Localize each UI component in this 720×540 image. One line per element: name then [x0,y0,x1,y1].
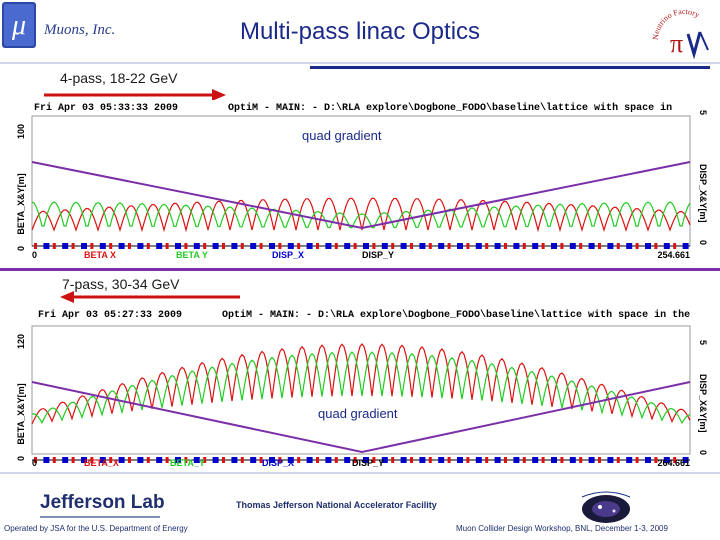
plot-1-date: Fri Apr 03 05:33:33 2009 [34,103,179,114]
lattice-element [325,243,331,249]
lattice-element [579,457,582,463]
lattice-element [119,457,125,463]
lattice-element [391,457,394,463]
lattice-element [645,457,651,463]
lattice-element [419,457,425,463]
lattice-element [72,243,75,249]
lattice-element [166,243,169,249]
lattice-element [156,243,162,249]
lattice-element [589,457,595,463]
lattice-element [81,243,87,249]
plot-2-x-start: 0 [32,458,38,468]
page-title: Multi-pass linac Optics [239,18,481,45]
lattice-element [523,243,526,249]
logo-letter: μ [11,10,27,41]
lattice-element [476,243,482,249]
lattice-element [297,243,300,249]
lattice-element [551,243,557,249]
lattice-element [344,457,350,463]
lattice-element [485,243,488,249]
facility-name: Thomas Jefferson National Accelerator Facility [236,500,437,510]
lattice-element [53,457,56,463]
plot-2-y-label: BETA_X&Y[m] [16,383,26,445]
lattice-element [34,243,37,249]
lattice-element [410,243,413,249]
lattice-element [560,243,563,249]
plot-1-x-end: 254.661 [657,250,690,260]
plot-2-y-bottom: 0 [16,456,26,462]
section-1-top-rule [310,66,710,69]
lattice-element [438,243,444,249]
plot-7-pass [10,304,712,474]
lattice-element [175,243,181,249]
lattice-element [457,457,463,463]
lattice-element [683,243,689,249]
svg-text:π: π [670,29,684,58]
plot-1-y2-label: DISP_X&Y[m] [698,164,708,223]
lattice-element [53,243,56,249]
lattice-element [297,457,300,463]
plot-2-y2-label: DISP_X&Y[m] [698,374,708,433]
lattice-element [250,243,256,249]
lattice-element [128,243,131,249]
lattice-element [241,457,244,463]
lattice-element [278,243,281,249]
plot-2-legend-disp-x: DISP_X [262,458,295,468]
lattice-element [636,243,639,249]
lattice-element [495,243,501,249]
footer-divider [0,472,720,474]
lattice-element [607,243,613,249]
lattice-element [307,457,313,463]
lattice-element [372,243,375,249]
lattice-element [213,243,219,249]
plot-1-y-bottom: 0 [16,246,26,252]
lattice-element [579,243,582,249]
lattice-element [438,457,444,463]
lattice-element [457,243,463,249]
lattice-element [401,457,407,463]
lattice-element [448,457,451,463]
lattice-element [43,457,49,463]
lattice-element [645,243,651,249]
lattice-element [166,457,169,463]
plot-2-y-top: 120 [16,334,26,350]
lattice-element [269,243,275,249]
lattice-element [523,457,526,463]
lattice-element [626,243,632,249]
jefferson-lab-logo: Jefferson Lab [40,492,165,513]
lattice-element [391,243,394,249]
lattice-element [325,457,331,463]
lattice-element [513,243,519,249]
lattice-element [664,243,670,249]
lattice-element [617,457,620,463]
lattice-element [147,457,150,463]
lattice-element [222,457,225,463]
plot-1-y-label: BETA_X&Y[m] [16,173,26,235]
lattice-element [137,243,143,249]
plot-2-legend-beta-y: BETA_Y [170,458,205,468]
lattice-element [589,243,595,249]
lattice-element [194,243,200,249]
plot-1-legend-beta-x: BETA X [84,250,117,260]
lattice-element [137,457,143,463]
section-2-top-rule [0,268,720,271]
lattice-element [62,243,68,249]
lattice-element [570,457,576,463]
plot-2-x-end: 264.661 [657,458,690,468]
lattice-element [495,457,501,463]
lattice-element [617,243,620,249]
jefferson-lab-underline [40,516,160,518]
lattice-element [128,457,131,463]
operated-by-text: Operated by JSA for the U.S. Department of Energy [4,524,188,533]
workshop-text: Muon Collider Design Workshop, BNL, December 1-3, 2009 [456,524,668,533]
lattice-element [213,457,219,463]
header-divider [0,62,720,64]
lattice-element [222,243,225,249]
lattice-element [62,457,68,463]
lattice-element [401,243,407,249]
plot-2-title: OptiM - MAIN: - D:\RLA explore\Dogbone_FODO\baseline\lattice with space in the [222,310,691,321]
lattice-element [513,457,519,463]
plot-1-legend-disp-x: DISP_X [272,250,305,260]
muon-collider-badge-icon [574,487,638,525]
lattice-element [654,243,657,249]
plot-2-y2-bottom: 0 [698,450,708,456]
lattice-element [532,457,538,463]
section-2-arrow [60,290,242,304]
lattice-element [410,457,413,463]
lattice-element [532,243,538,249]
lattice-element [598,243,601,249]
lattice-element [466,243,469,249]
lattice-element [673,243,676,249]
lattice-element [504,243,507,249]
section-1-annotation: quad gradient [302,128,382,143]
plot-4-pass [10,100,712,268]
section-2-label: 7-pass, 30-34 GeV [62,276,180,292]
lattice-element [636,457,639,463]
plot-2-legend-beta-x: BETA_X [84,458,119,468]
lattice-element [241,243,244,249]
lattice-element [542,243,545,249]
lattice-element [542,457,545,463]
lattice-element [476,457,482,463]
lattice-element [316,457,319,463]
lattice-element [607,457,613,463]
plot-1-legend-disp-y: DISP_Y [362,250,395,260]
lattice-element [598,457,601,463]
plot-1-x-start: 0 [32,250,38,260]
lattice-element [466,457,469,463]
lattice-element [560,457,563,463]
lattice-element [260,243,263,249]
lattice-element [504,457,507,463]
neutrino-factory-logo [648,4,720,68]
lattice-element [250,457,256,463]
org-name: Muons, Inc. [44,22,116,38]
lattice-element [184,243,187,249]
plot-1-title: OptiM - MAIN: - D:\RLA explore\Dogbone_FODO\baseline\lattice with space in [228,103,673,114]
lattice-element [109,243,112,249]
lattice-element [156,457,162,463]
nf-logo-text: Neutrino Factory [650,6,701,41]
lattice-element [335,243,338,249]
plot-1-y-top: 100 [16,124,26,140]
plot-2-y2-top: 5 [698,340,708,346]
lattice-element [626,457,632,463]
lattice-element [119,243,125,249]
lattice-element [448,243,451,249]
lattice-element [344,243,350,249]
plot-1-y2-bottom: 0 [698,240,708,246]
lattice-element [429,243,432,249]
lattice-element [382,243,388,249]
lattice-element [43,243,49,249]
lattice-element [363,243,369,249]
lattice-element [100,243,106,249]
lattice-element [231,457,237,463]
lattice-element [419,243,425,249]
lattice-element [570,243,576,249]
plot-2-legend-disp-y: DISP_Y [352,458,385,468]
plot-1-y2-top: 5 [698,110,708,116]
lattice-element [147,243,150,249]
section-1-label: 4-pass, 18-22 GeV [60,70,178,86]
plot-2-date: Fri Apr 03 05:27:33 2009 [38,310,183,321]
lattice-element [429,457,432,463]
plot-1-legend-beta-y: BETA Y [176,250,208,260]
section-2-annotation: quad gradient [318,406,398,421]
lattice-element [231,243,237,249]
lattice-element [307,243,313,249]
lattice-element [335,457,338,463]
lattice-element [203,243,206,249]
lattice-element [90,243,93,249]
lattice-element [316,243,319,249]
lattice-element [288,243,294,249]
lattice-element [354,243,357,249]
lattice-element [72,457,75,463]
lattice-element [551,457,557,463]
lattice-element [485,457,488,463]
